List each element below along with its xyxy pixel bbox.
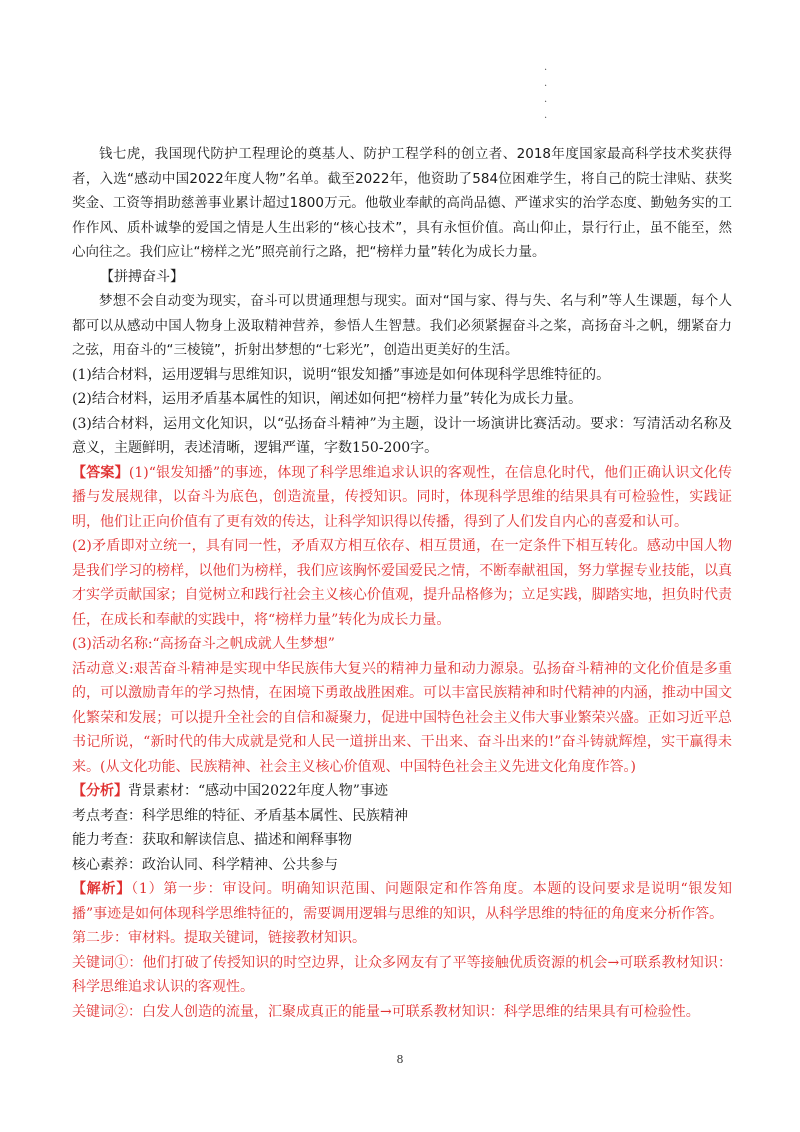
explain-step-2: 第二步：审材料。提取关键词，链接教材知识。 [72, 930, 366, 946]
analysis-background [72, 779, 732, 804]
material-paragraph-1: 钱七虎，我国现代防护工程理论的奠基人、防护工程学科的创立者、2018年度国家最高科学技术奖获得者，入选“感动中国2022年度人物”名单。截至2022年，他资助了584位困难学生，将自己的院士津贴、获奖奖金、工资等捐助慈善事业累计超过1800万元。他敬业奉献的高尚品德、严谨求实的治学态度、勤勉务实的工作作风、质朴诚挚的爱国之情是人生出彩的“核心技术”，具有永恒价值。高山仰止，景行行止，虽不能至，然心向往之。我们应让“榜样之光”照亮前行之路，把“榜样力量”转化为成长力量。 [72, 146, 732, 260]
answer-label: 【答案】 [72, 464, 129, 481]
analysis-label: 【分析】 [72, 783, 128, 799]
answer-3-body: 活动意义:艰苦奋斗精神是实现中华民族伟大复兴的精神力量和动力源泉。弘扬奋斗精神的文化价值是多重的，可以激励青年的学习热情，在困境下勇敢战胜困难。可以丰富民族精神和时代精神的内涵，推动中国文化繁荣和发展；可以提升全社会的自信和凝聚力，促进中国特色社会主义伟大事业繁荣兴盛。正如习近平总书记所说，“新时代的伟大成就是党和人民一道拼出来、干出来、奋斗出来的!”奋斗铸就辉煌，实干赢得未来。(从文化功能、民族精神、社会主义核心价值观、中国特色社会主义先进文化角度作答。) [72, 660, 732, 775]
explain-step-1-text: （1）第一步：审设问。明确知识范围、问题限定和作答角度。本题的设问要求是说明“银发知播”事迹是如何体现科学思维特征的，需要调用逻辑与思维的知识，从科学思维的特征的角度来分析作答。 [72, 881, 733, 922]
question-1: (1)结合材料，运用逻辑与思维知识，说明“银发知播”事迹是如何体现科学思维特征的。 [72, 366, 611, 383]
page-number: 8 [396, 1053, 404, 1066]
decorative-dots: . . . . [544, 62, 548, 121]
explain-keyword-1: 关键词①：他们打破了传授知识的时空边界，让众多网友有了平等接触优质资源的机会→可联系教材知识：科学思维追求认识的客观性。 [72, 954, 732, 995]
answer-1-text: (1)“银发知播”的事迹，体现了科学思维追求认识的客观性，在信息化时代，他们正确认识文化传播与发展规律，以奋斗为底色，创造流量，传授知识。同时，体现科学思维的结果具有可检验性，实践证明，他们让正向价值有了更有效的传达，让科学知识得以传播，得到了人们发自内心的喜爱和认可。 [72, 464, 732, 530]
analysis-suyang: 核心素养：政治认同、科学精神、公共参与 [72, 856, 338, 873]
answer-1 [72, 461, 732, 535]
question-3: (3)结合材料，运用文化知识，以“弘扬奋斗精神”为主题，设计一场演讲比赛活动。要求：写清活动名称及意义，主题鲜明，表述清晰，逻辑严谨，字数150-200字。 [72, 415, 732, 456]
explain-step-1 [72, 877, 732, 926]
analysis-kaodian: 考点考查：科学思维的特征、矛盾基本属性、民族精神 [72, 807, 408, 824]
explain-label: 【解析】 [72, 881, 132, 897]
explain-keyword-2: 关键词②：白发人创造的流量，汇聚成真正的能量→可联系教材知识：科学思维的结果具有可检验性。 [72, 1003, 700, 1020]
answer-3-title: (3)活动名称:“高扬奋斗之帆成就人生梦想” [72, 636, 335, 652]
analysis-nengli: 能力考查：获取和解读信息、描述和阐释事物 [72, 832, 352, 848]
document-body [72, 142, 732, 1024]
material-paragraph-2: 梦想不会自动变为现实，奋斗可以贯通理想与现实。面对“国与家、得与失、名与利”等人生课题，每个人都可以从感动中国人物身上汲取精神营养，参悟人生智慧。我们必须紧握奋斗之桨，高扬奋斗之帆，绷紧奋力之弦，用奋斗的“三棱镜”，折射出梦想的“七彩光”，创造出更美好的生活。 [72, 293, 732, 358]
answer-2: (2)矛盾即对立统一，具有同一性，矛盾双方相互依存、相互贯通，在一定条件下相互转化。感动中国人物是我们学习的榜样，以他们为榜样，我们应该胸怀爱国爱民之情，不断奉献祖国，努力掌握专业技能，以真才实学贡献国家；自觉树立和践行社会主义核心价值观，提升品格修为；立足实践，脚踏实地，担负时代责任，在成长和奉献的实践中，将“榜样力量”转化为成长力量。 [72, 538, 732, 628]
question-2: (2)结合材料，运用矛盾基本属性的知识，阐述如何把“榜样力量”转化为成长力量。 [72, 391, 583, 407]
analysis-background-text: 背景素材：“感动中国2022年度人物”事迹 [128, 783, 388, 799]
material-heading: 【拼搏奋斗】 [100, 268, 184, 285]
